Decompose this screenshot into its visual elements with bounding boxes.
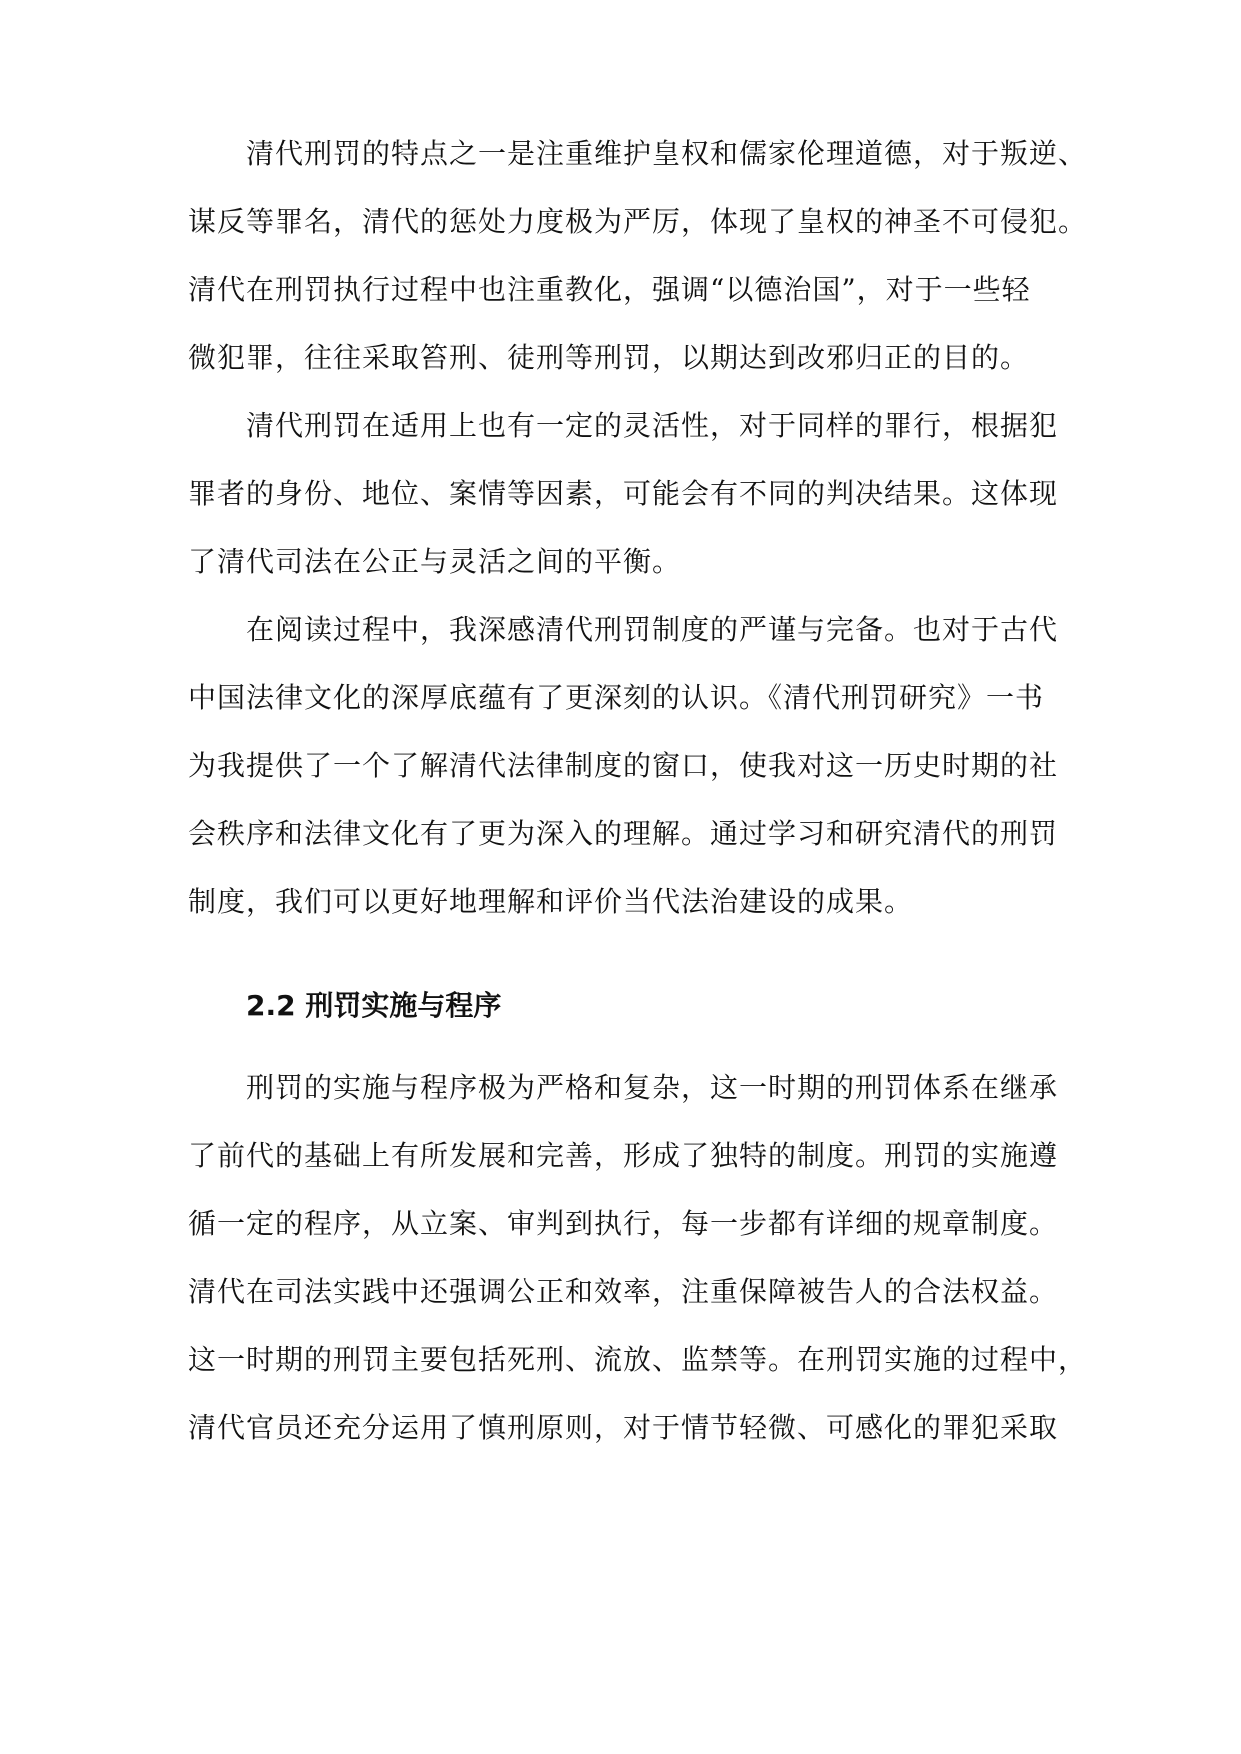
text-line: 了前代的基础上有所发展和完善，形成了独特的制度。刑罚的实施遵 [188, 1139, 1059, 1172]
text-line: 循一定的程序，从立案、审判到执行，每一步都有详细的规章制度。 [188, 1207, 1059, 1240]
text-line: 罪者的身份、地位、案情等因素，可能会有不同的判决结果。这体现 [188, 477, 1059, 510]
text-line: 清代刑罚在适用上也有一定的灵活性，对于同样的罪行，根据犯 [246, 409, 1059, 442]
text-line: 清代刑罚的特点之一是注重维护皇权和儒家伦理道德，对于叛逆、 [246, 137, 1088, 170]
text-line: 刑罚的实施与程序极为严格和复杂，这一时期的刑罚体系在继承 [246, 1071, 1059, 1104]
text-line: 微犯罪，往往采取笞刑、徒刑等刑罚，以期达到改邪归正的目的。 [188, 341, 1030, 374]
text-line: 为我提供了一个了解清代法律制度的窗口，使我对这一历史时期的社 [188, 749, 1059, 782]
text-line: 了清代司法在公正与灵活之间的平衡。 [188, 545, 682, 578]
text-line: 清代在司法实践中还强调公正和效率，注重保障被告人的合法权益。 [188, 1275, 1059, 1308]
section-heading: 2.2 刑罚实施与程序 [246, 989, 502, 1022]
text-line: 制度，我们可以更好地理解和评价当代法治建设的成果。 [188, 885, 914, 918]
text-line: 在阅读过程中，我深感清代刑罚制度的严谨与完备。也对于古代 [246, 613, 1059, 646]
text-line: 会秩序和法律文化有了更为深入的理解。通过学习和研究清代的刑罚 [188, 817, 1059, 850]
text-line: 这一时期的刑罚主要包括死刑、流放、监禁等。在刑罚实施的过程中， [188, 1343, 1088, 1376]
text-line: 清代在刑罚执行过程中也注重教化，强调“以德治国”，对于一些轻 [188, 273, 1031, 306]
text-line: 谋反等罪名，清代的惩处力度极为严厉，体现了皇权的神圣不可侵犯。 [188, 205, 1088, 238]
text-line: 中国法律文化的深厚底蕴有了更深刻的认识。《清代刑罚研究》一书 [188, 681, 1045, 714]
text-line: 清代官员还充分运用了慎刑原则，对于情节轻微、可感化的罪犯采取 [188, 1411, 1059, 1444]
